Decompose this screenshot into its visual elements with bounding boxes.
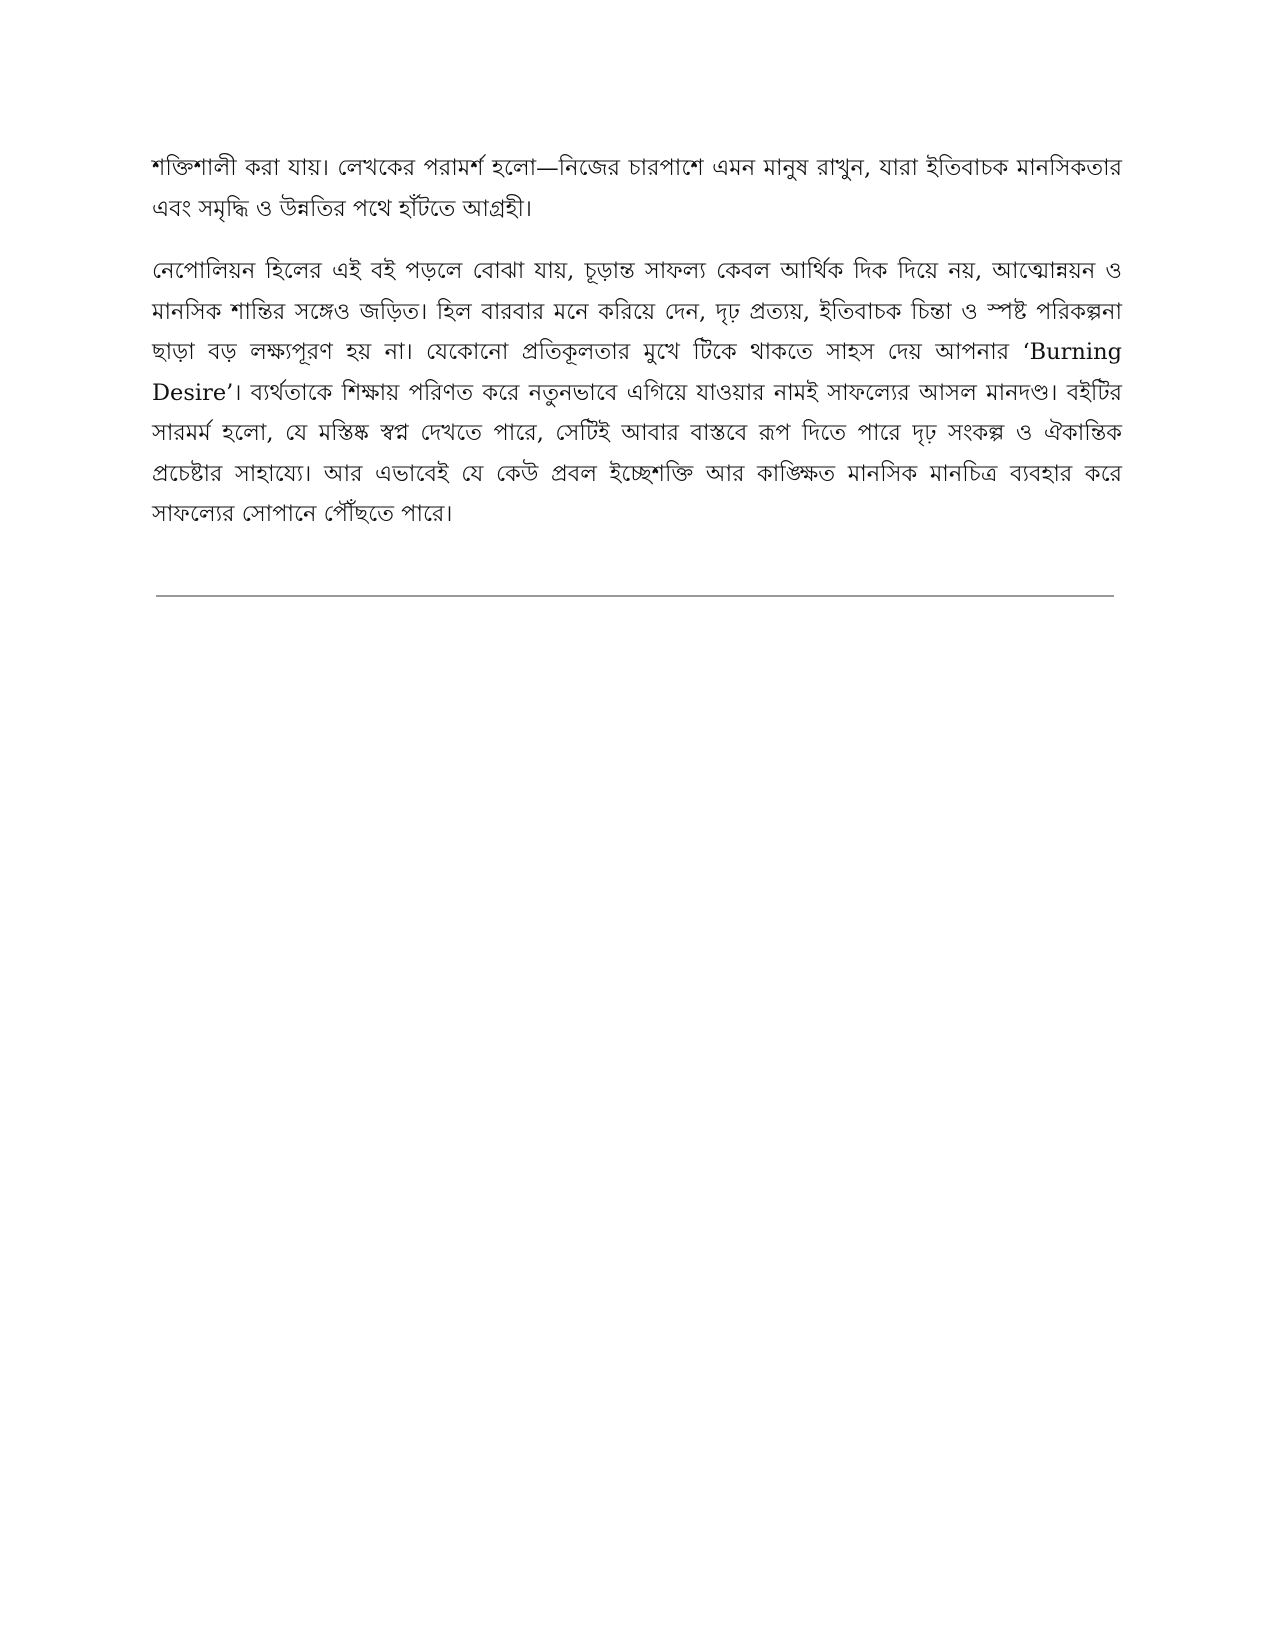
document-body bbox=[152, 148, 1122, 535]
section-divider bbox=[156, 595, 1114, 597]
paragraph-2: নেপোলিয়ন হিলের এই বই পড়লে বোঝা যায়, চূড়ান্ত সাফল্য কেবল আর্থিক দিক দিয়ে নয়, আত্মোন্নয়ন ও মানসিক শান্তির সঙ্গেও জড়িত। হিল বারবার মনে করিয়ে দেন, দৃঢ় প্রত্যয়, ইতিবাচক চিন্তা ও স্পষ্ট পরিকল্পনা ছাড়া বড় লক্ষ্যপূরণ হয় না। যেকোনো প্রতিকূলতার মুখে টিকে থাকতে সাহস দেয় আপনার ‘Burning Desire’। ব্যর্থতাকে শিক্ষায় পরিণত করে নতুনভাবে এগিয়ে যাওয়ার নামই সাফল্যের আসল মানদণ্ড। বইটির সারমর্ম হলো, যে মস্তিষ্ক স্বপ্ন দেখতে পারে, সেটিই আবার বাস্তবে রূপ দিতে পারে দৃঢ় সংকল্প ও ঐকান্তিক প্রচেষ্টার সাহায্যে। আর এভাবেই যে কেউ প্রবল ইচ্ছেশক্তি আর কাঙ্ক্ষিত মানসিক মানচিত্র ব্যবহার করে সাফল্যের সোপানে পৌঁছতে পারে। bbox=[152, 258, 1122, 527]
paragraph-1: শক্তিশালী করা যায়। লেখকের পরামর্শ হলো—নিজের চারপাশে এমন মানুষ রাখুন, যারা ইতিবাচক মানসিকতার এবং সমৃদ্ধি ও উন্নতির পথে হাঁটতে আগ্রহী। bbox=[152, 155, 1122, 222]
